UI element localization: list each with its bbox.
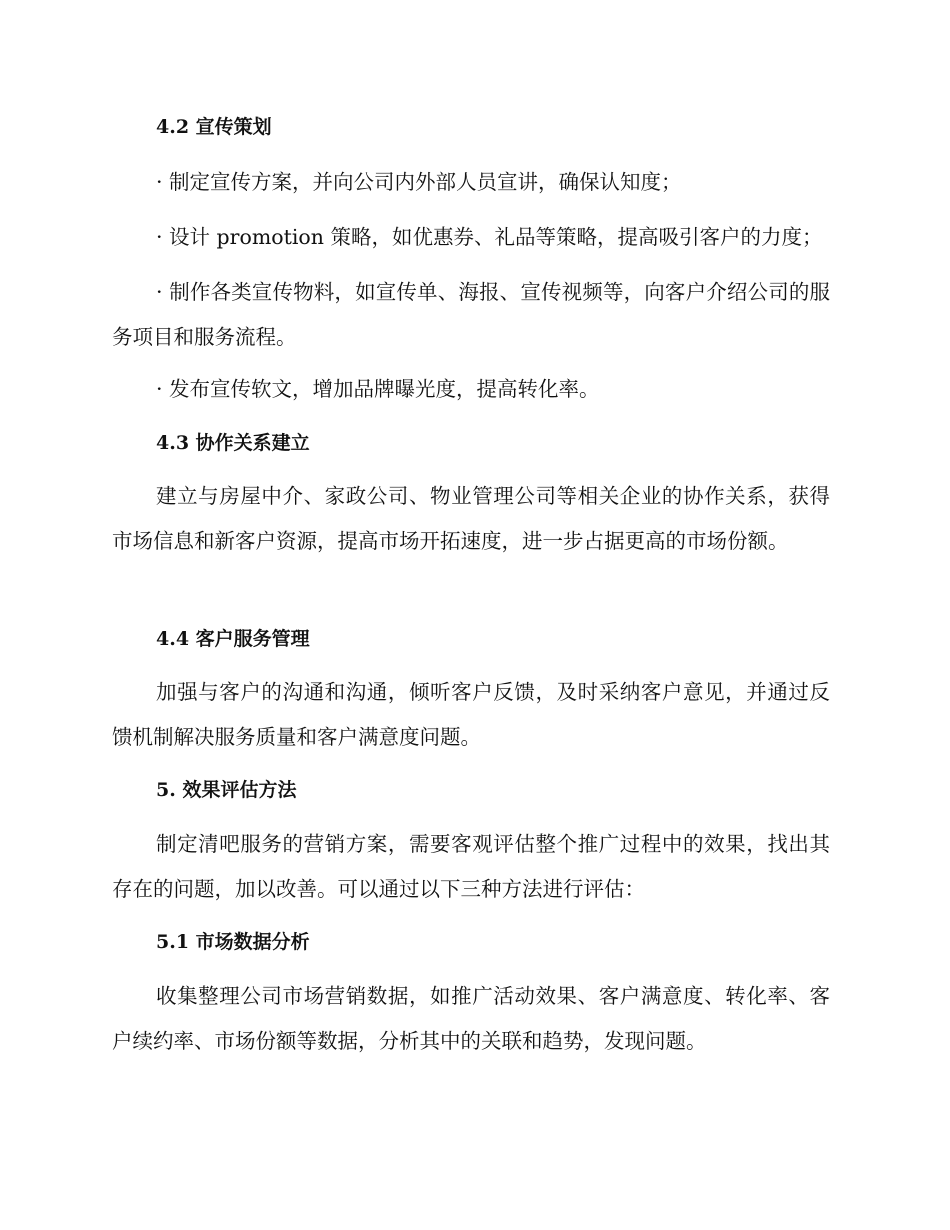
bullet-item: · 发布宣传软文，增加品牌曝光度，提高转化率。 bbox=[156, 377, 600, 401]
bullet-item: · 制定宣传方案，并向公司内外部人员宣讲，确保认知度； bbox=[156, 170, 682, 194]
bullet-item: · 设计 promotion 策略，如优惠券、礼品等策略，提高吸引客户的力度； bbox=[156, 225, 823, 249]
paragraph-5: 制定清吧服务的营销方案，需要客观评估整个推广过程中的效果，找出其存在的问题，加以改善。可以通过以下三种方法进行评估： bbox=[112, 832, 830, 901]
heading-4-3: 4.3 协作关系建立 bbox=[156, 432, 310, 454]
paragraph-4-3: 建立与房屋中介、家政公司、物业管理公司等相关企业的协作关系，获得市场信息和新客户资源，提高市场开拓速度，进一步占据更高的市场份额。 bbox=[112, 484, 830, 553]
bullet-item-multiline: · 制作各类宣传物料，如宣传单、海报、宣传视频等，向客户介绍公司的服务项目和服务流程。 bbox=[112, 280, 830, 349]
paragraph-5-1: 收集整理公司市场营销数据，如推广活动效果、客户满意度、转化率、客户续约率、市场份额等数据，分析其中的关联和趋势，发现问题。 bbox=[112, 984, 830, 1053]
heading-4-4: 4.4 客户服务管理 bbox=[156, 628, 310, 650]
heading-5: 5. 效果评估方法 bbox=[156, 779, 297, 801]
paragraph-4-4: 加强与客户的沟通和沟通，倾听客户反馈，及时采纳客户意见，并通过反馈机制解决服务质量和客户满意度问题。 bbox=[112, 680, 830, 749]
heading-4-2: 4.2 宣传策划 bbox=[156, 116, 272, 138]
heading-5-1: 5.1 市场数据分析 bbox=[156, 931, 310, 953]
